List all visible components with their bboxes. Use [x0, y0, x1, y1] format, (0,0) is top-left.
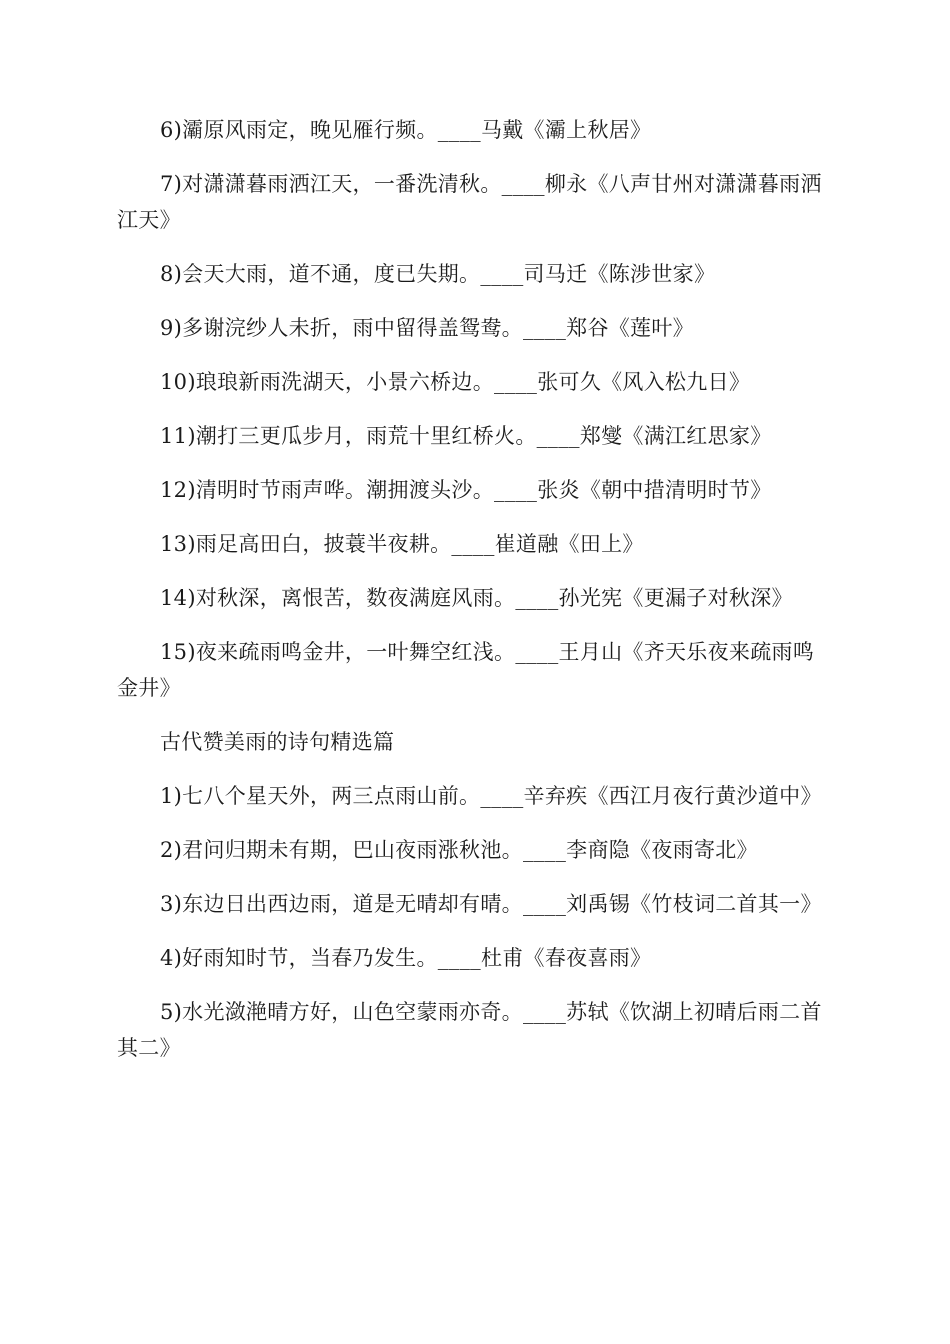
poem-line-6: 6)灞原风雨定，晚见雁行频。____马戴《灞上秋居》: [160, 118, 652, 142]
section-heading: 古代赞美雨的诗句精选篇: [160, 730, 395, 754]
poem-line-12: 12)清明时节雨声哗。潮拥渡头沙。____张炎《朝中措清明时节》: [160, 478, 772, 502]
poem-line-7: 7)对潇潇暮雨洒江天，一番洗清秋。____柳永《八声甘州对潇潇暮雨洒江天》: [117, 172, 822, 232]
poem-line-4: 4)好雨知时节，当春乃发生。____杜甫《春夜喜雨》: [160, 946, 652, 970]
document-body: [117, 112, 833, 1084]
poem-line-3: 3)东边日出西边雨，道是无晴却有晴。____刘禹锡《竹枝词二首其一》: [160, 892, 822, 916]
poem-line-15: 15)夜来疏雨鸣金井，一叶舞空红浅。____王月山《齐天乐夜来疏雨鸣金井》: [117, 640, 815, 700]
poem-line-8: 8)会天大雨，道不通，度已失期。____司马迁《陈涉世家》: [160, 262, 716, 286]
poem-line-14: 14)对秋深，离恨苦，数夜满庭风雨。____孙光宪《更漏子对秋深》: [160, 586, 793, 610]
poem-line-1: 1)七八个星天外，两三点雨山前。____辛弃疾《西江月夜行黄沙道中》: [160, 784, 822, 808]
poem-line-10: 10)琅琅新雨洗湖天，小景六桥边。____张可久《风入松九日》: [160, 370, 751, 394]
poem-line-2: 2)君问归期未有期，巴山夜雨涨秋池。____李商隐《夜雨寄北》: [160, 838, 758, 862]
poem-line-5: 5)水光潋滟晴方好，山色空蒙雨亦奇。____苏轼《饮湖上初晴后雨二首其二》: [117, 1000, 822, 1060]
poem-line-9: 9)多谢浣纱人未折，雨中留得盖鸳鸯。____郑谷《莲叶》: [160, 316, 694, 340]
poem-line-13: 13)雨足高田白，披蓑半夜耕。____崔道融《田上》: [160, 532, 644, 556]
poem-line-11: 11)潮打三更瓜步月，雨荒十里红桥火。____郑燮《满江红思家》: [160, 424, 772, 448]
